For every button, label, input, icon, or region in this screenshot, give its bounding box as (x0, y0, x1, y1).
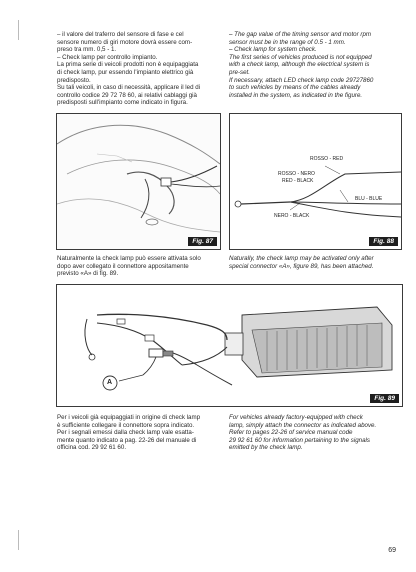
bottom-right-text (229, 414, 400, 452)
left-margin-rule (18, 20, 19, 40)
text-line: dopo aver collegato il connettore appositamente (57, 262, 189, 270)
top-left-text (57, 31, 217, 107)
text-line: to such vehicles by means of the cables already (229, 84, 361, 92)
figure-label: Fig. 88 (369, 237, 398, 246)
figure-88-wiring (230, 114, 401, 249)
wire-label: NERO - BLACK (274, 213, 310, 219)
text-line: mente quanto indicato a pag. 22-26 del manuale di (57, 436, 197, 444)
bottom-left-text (57, 414, 219, 452)
mid-right-caption (229, 255, 400, 270)
figure-87-illustration (57, 114, 220, 249)
left-margin-rule (18, 530, 19, 550)
figure-89-illustration (57, 285, 402, 406)
figure-label: Fig. 89 (370, 394, 399, 403)
text-line: Per i segnali emessi dalla check lamp vale esatta- (57, 429, 194, 437)
text-line: – Check lamp for system check. (229, 46, 317, 54)
text-line: è sufficiente collegare il connettore sopra indicato. (57, 421, 195, 429)
text-line: Refer to pages 22-26 of service manual code (229, 429, 353, 437)
figure-89 (56, 284, 403, 407)
wire-label: BLU - BLUE (355, 196, 383, 202)
text-line: – The gap value of the timing sensor and motor rpm (229, 31, 372, 38)
text-line: preso tra mm. 0,5 - 1. (57, 46, 117, 54)
text-line: 29 92 61 60 for information pertaining to the signals (229, 436, 371, 444)
text-line: with a check lamp, although the electrical system is (229, 61, 370, 69)
wire-label: ROSSO - RED (310, 156, 344, 162)
text-line: emitted by the check lamp. (229, 444, 303, 452)
text-line: lamp, simply attach the connector as indicated above. (229, 421, 377, 429)
text-line: sensor must be in the range of 0.5 - 1 mm. (229, 38, 346, 46)
connector-marker: A (107, 379, 113, 386)
text-line: Naturalmente la check lamp può essere attivata solo (57, 255, 201, 262)
text-line: If necessary, attach LED check lamp code 29727860 (229, 76, 374, 84)
text-line: Naturally, the check lamp may be activated only after (229, 255, 374, 262)
text-line: predisposti sull'impianto come indicato in figura. (57, 99, 188, 107)
text-line: Su tali veicoli, in caso di necessità, applicare il led di (57, 84, 201, 92)
wire-label: RED - BLACK (282, 178, 314, 184)
text-line: For vehicles already factory-equipped with check (229, 414, 363, 421)
text-line: pre-set. (229, 68, 250, 76)
text-line: controllo codice 29 72 78 60, ai relativi cablaggi già (57, 91, 197, 99)
text-line: Per i veicoli già equipaggiati in origine di check lamp (57, 414, 201, 421)
mid-left-caption (57, 255, 219, 278)
text-line: installed in the system, as indicated in the figure. (229, 91, 363, 99)
text-line: special connector «A», figure 89, has been attached. (229, 262, 374, 270)
text-line: di check lamp, pur essendo l'impianto elettrico già (57, 68, 194, 76)
text-line: – Check lamp per controllo impianto. (57, 53, 158, 61)
figure-88 (229, 113, 402, 250)
text-line: The first series of vehicles produced is not equipped (229, 53, 372, 61)
figure-87 (56, 113, 221, 250)
wire-label: ROSSO - NERO (278, 171, 315, 177)
page-number: 69 (388, 547, 396, 554)
figure-label: Fig. 87 (188, 237, 217, 246)
text-line: previsto «A» di fig. 89. (57, 270, 119, 278)
text-line: officina cod. 29 92 61 60. (57, 444, 127, 452)
text-line: La prima serie di veicoli prodotti non è equipaggiata (57, 61, 199, 69)
text-line: sensore numero di giri motore dovrà essere com- (57, 38, 193, 46)
text-line: predisposto. (57, 76, 91, 84)
top-right-text (229, 31, 399, 99)
text-line: – il valore del traferro del sensore di fase e cel (57, 31, 184, 38)
